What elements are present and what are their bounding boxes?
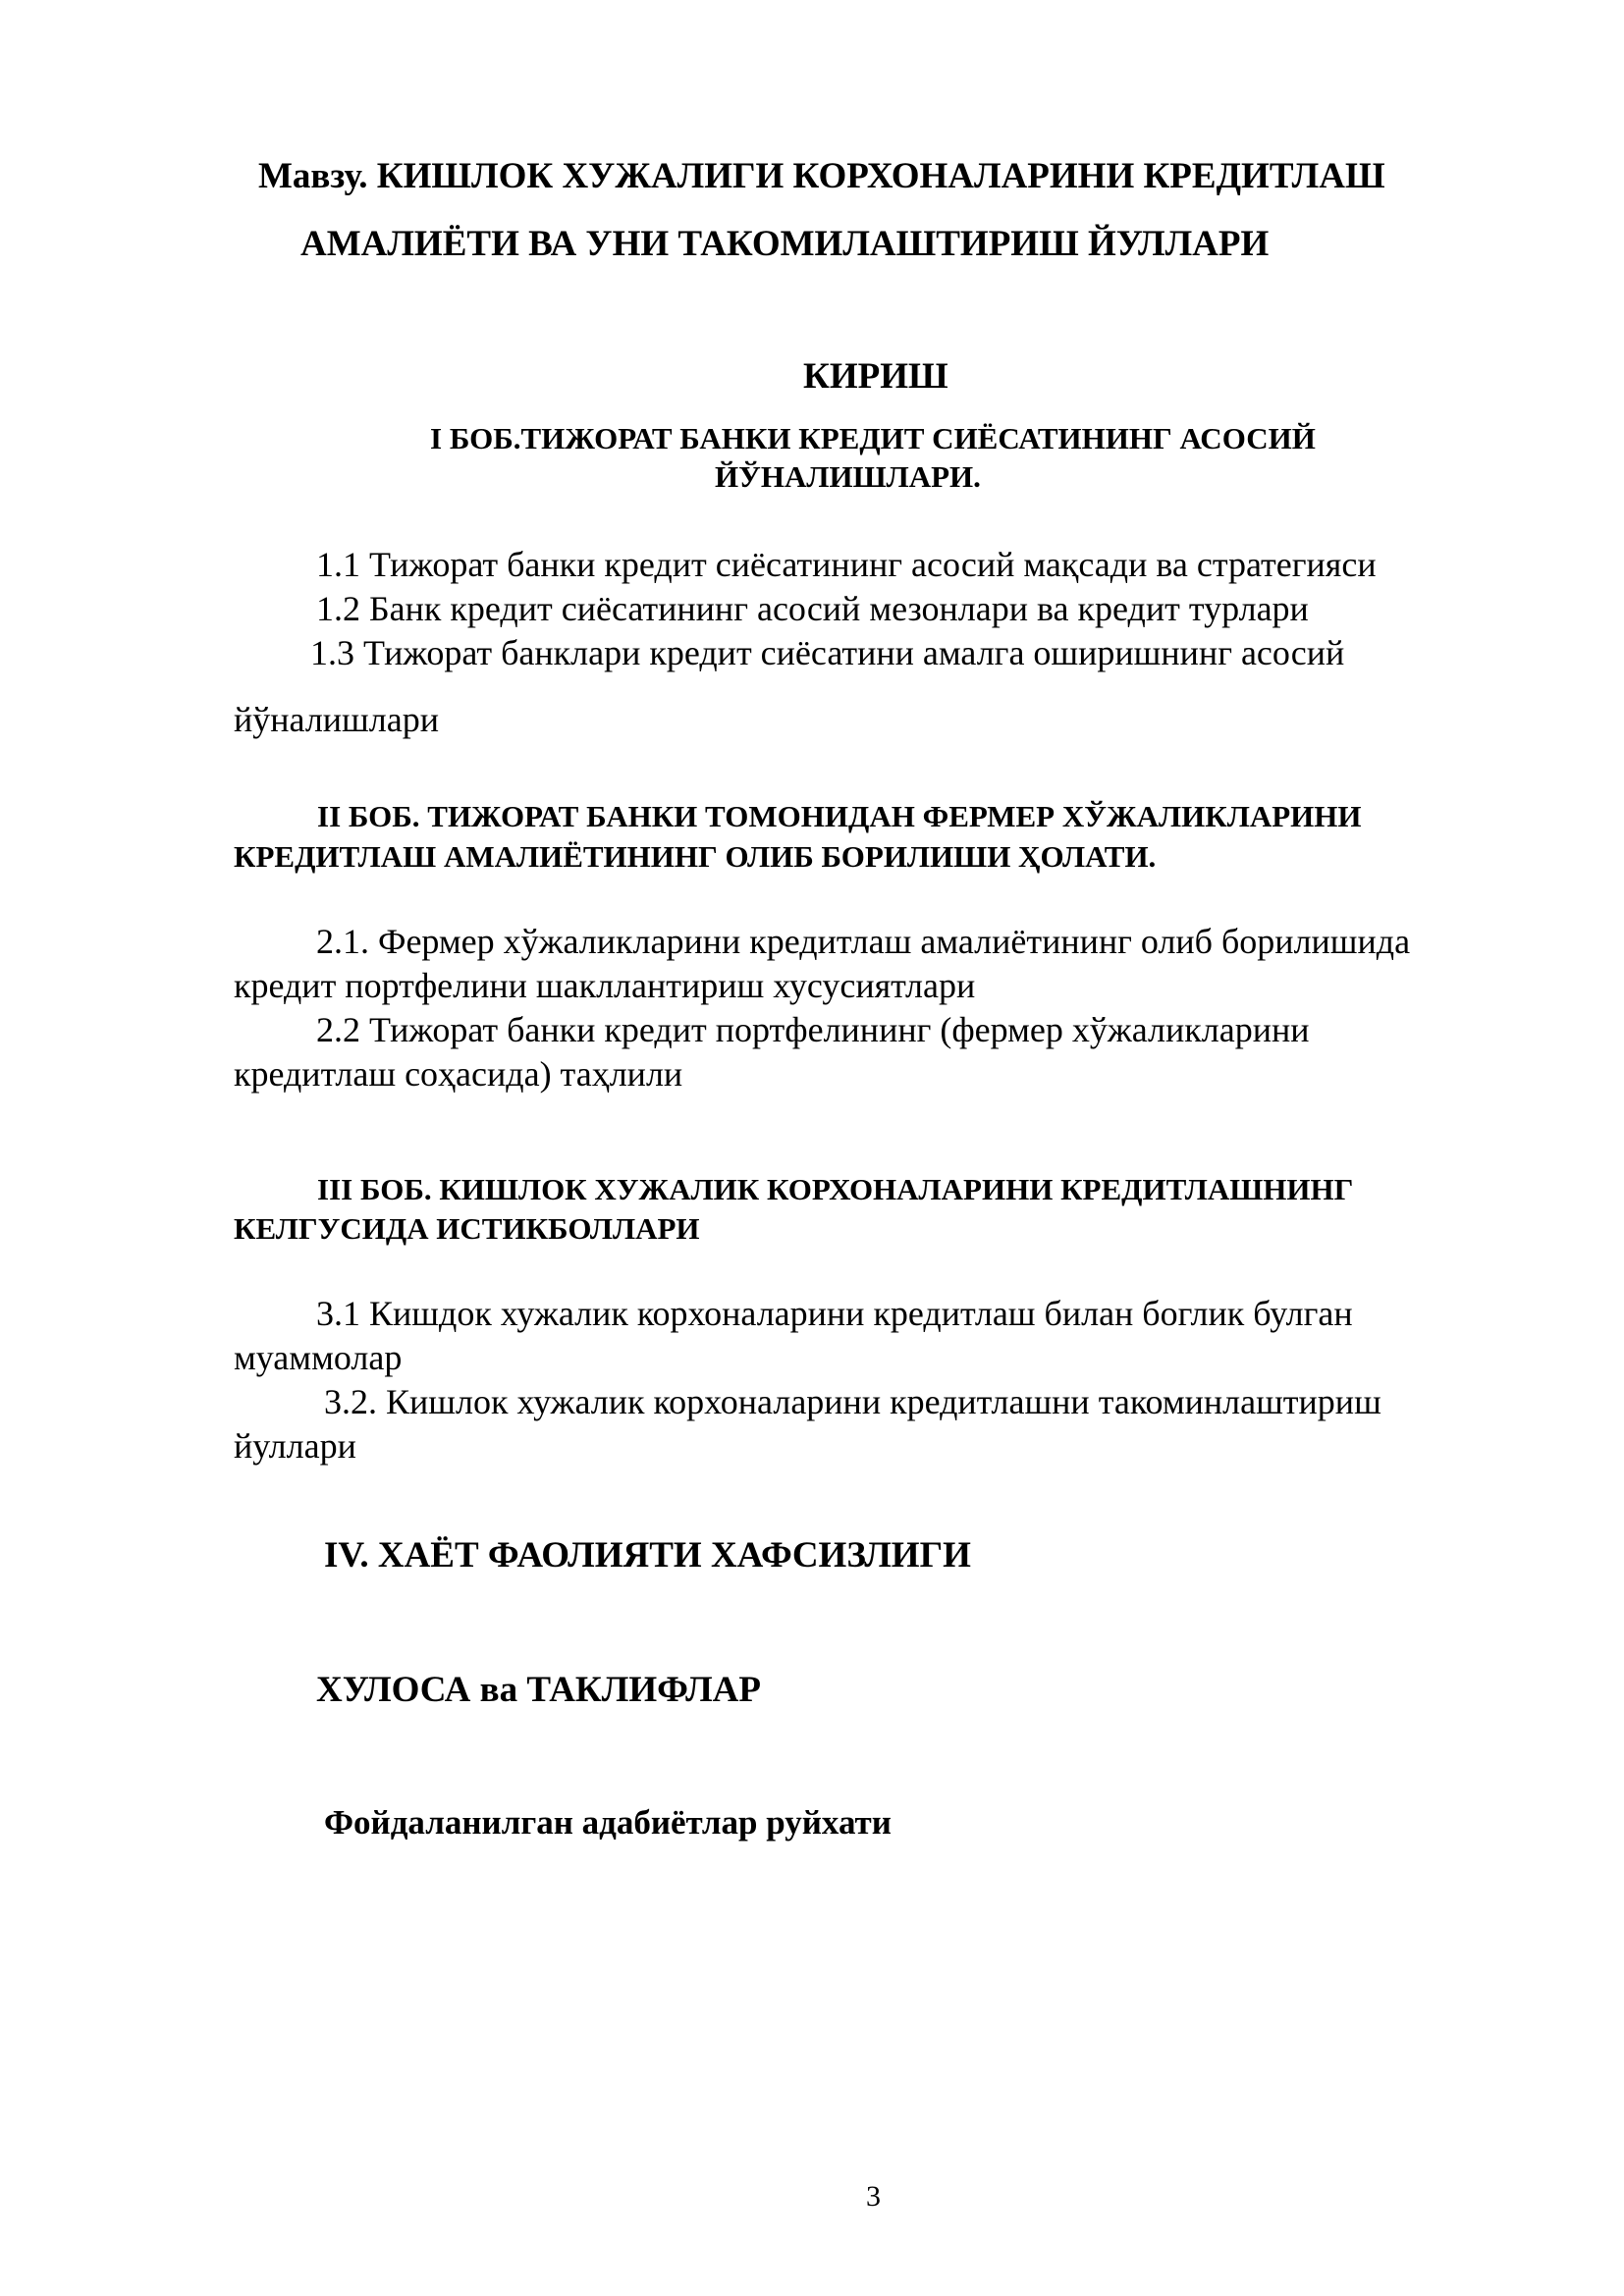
chapter-1-heading-line-2: ЙЎНАЛИШЛАРИ. <box>715 459 981 494</box>
toc-item-3-2-line-2: йуллари <box>234 1426 356 1466</box>
document-title-line-2: АМАЛИЁТИ ВА УНИ ТАКОМИЛАШТИРИШ ЙУЛЛАРИ <box>300 224 1270 264</box>
document-title-line-1: Мавзу. КИШЛОК ХУЖАЛИГИ КОРХОНАЛАРИНИ КРЕДИТЛАШ <box>258 156 1385 196</box>
toc-item-1-2: 1.2 Банк кредит сиёсатининг асосий мезонлари ва кредит турлари <box>316 589 1309 628</box>
intro-heading: КИРИШ <box>803 356 948 397</box>
references-heading: Фойдаланилган адабиётлар руйхати <box>324 1803 892 1842</box>
toc-item-2-2-line-2: кредитлаш соҳасида) таҳлили <box>234 1054 683 1094</box>
page-number: 3 <box>866 2180 881 2213</box>
toc-item-2-1-line-2: кредит портфелини шакллантириш хусусиятлари <box>234 966 976 1005</box>
toc-item-1-1: 1.1 Тижорат банки кредит сиёсатининг асосий мақсади ва стратегияси <box>316 545 1377 584</box>
chapter-2-heading-line-2: КРЕДИТЛАШ АМАЛИЁТИНИНГ ОЛИБ БОРИЛИШИ ҲОЛАТИ. <box>234 839 1157 874</box>
toc-item-3-2-line-1: 3.2. Кишлок хужалик корхоналарини кредитлашни такоминлаштириш <box>324 1382 1381 1421</box>
chapter-3-heading-line-2: КЕЛГУСИДА ИСТИКБОЛЛАРИ <box>234 1211 700 1246</box>
toc-item-2-2-line-1: 2.2 Тижорат банки кредит портфелининг (фермер хўжаликларини <box>316 1010 1310 1049</box>
toc-item-3-1-line-1: 3.1 Кишдок хужалик корхоналарини кредитлаш билан боглик булган <box>316 1294 1353 1333</box>
chapter-3-heading-line-1: III БОБ. КИШЛОК ХУЖАЛИК КОРХОНАЛАРИНИ КРЕДИТЛАШНИНГ <box>317 1172 1354 1206</box>
toc-item-1-3-continuation: йўналишлари <box>234 700 439 739</box>
chapter-4-heading: IV. ХАЁТ ФАОЛИЯТИ ХАФСИЗЛИГИ <box>324 1535 971 1575</box>
toc-item-3-1-line-2: муаммолар <box>234 1338 403 1377</box>
chapter-2-heading-line-1: II БОБ. ТИЖОРАТ БАНКИ ТОМОНИДАН ФЕРМЕР ХЎЖАЛИКЛАРИНИ <box>317 799 1362 833</box>
conclusion-heading: ХУЛОСА ва ТАКЛИФЛАР <box>316 1670 761 1710</box>
chapter-1-heading-line-1: I БОБ.ТИЖОРАТ БАНКИ КРЕДИТ СИЁСАТИНИНГ АСОСИЙ <box>430 421 1316 455</box>
toc-item-1-3: 1.3 Тижорат банклари кредит сиёсатини амалга оширишнинг асосий <box>310 633 1345 672</box>
toc-item-2-1-line-1: 2.1. Фермер хўжаликларини кредитлаш амалиётининг олиб борилишида <box>316 922 1411 961</box>
